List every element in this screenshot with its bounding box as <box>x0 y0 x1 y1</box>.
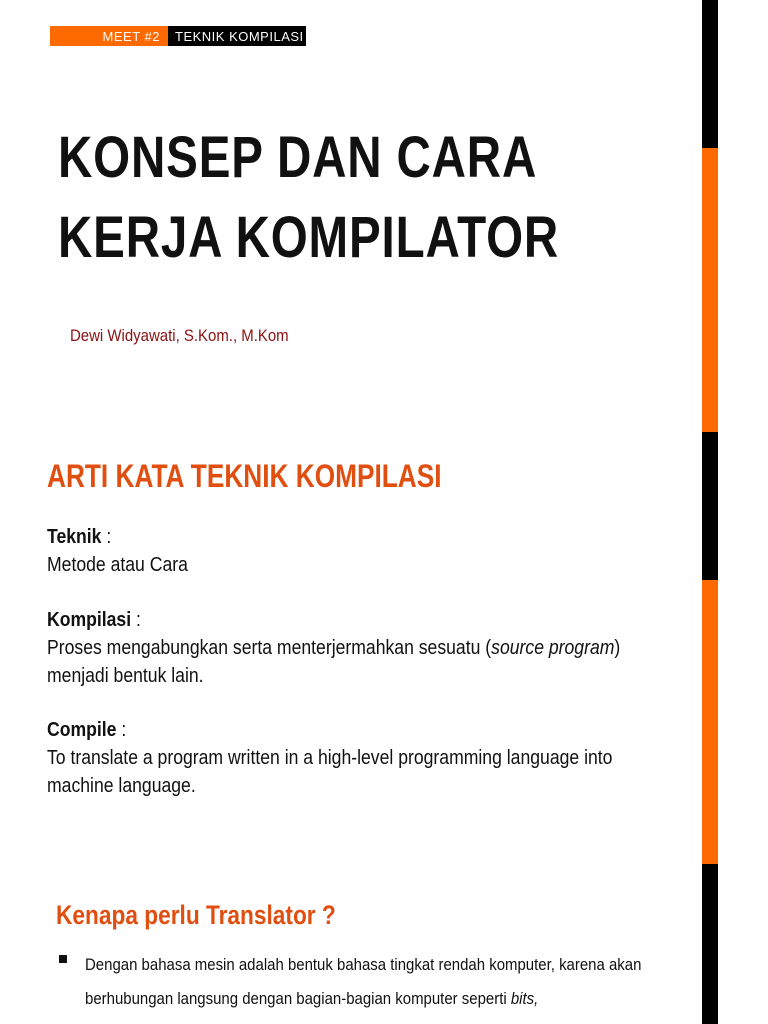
bullet-square-icon <box>59 955 67 963</box>
section-heading: ARTI KATA TEKNIK KOMPILASI <box>47 458 442 494</box>
bullet-text-italic: bits, <box>510 989 539 1008</box>
term-kompilasi: Kompilasi <box>47 609 132 631</box>
definition-teknik <box>47 523 663 579</box>
bullet-text-main: Dengan bahasa mesin adalah bentuk bahasa tingkat rendah komputer, karena akan berhubungan langsung dengan bagian-bagian komputer seperti <box>85 955 642 1008</box>
side-stripe-orange-1 <box>702 148 718 432</box>
bullet-text <box>85 948 648 1016</box>
definition-kompilasi-text-after: ) menjadi bentuk lain. <box>47 637 621 687</box>
term-compile-sep: : <box>116 719 127 741</box>
title-line-1: KONSEP DAN CARA <box>58 125 538 190</box>
definition-compile-text: To translate a program written in a high-level programming language into machine language. <box>47 747 613 797</box>
term-compile: Compile <box>47 719 117 741</box>
sub-heading: Kenapa perlu Translator ? <box>56 900 336 930</box>
course-label: TEKNIK KOMPILASI <box>168 26 306 46</box>
definition-kompilasi-italic: source program <box>491 637 615 659</box>
header-bar <box>50 26 306 46</box>
term-teknik-sep: : <box>101 526 112 548</box>
term-kompilasi-sep: : <box>131 609 141 631</box>
definition-kompilasi-text-before: Proses mengabungkan serta menterjermahkan sesuatu ( <box>47 637 492 659</box>
side-stripe-black-2 <box>702 432 718 580</box>
side-stripe-black-3 <box>702 864 718 1024</box>
definition-kompilasi <box>47 606 663 690</box>
definition-teknik-text: Metode atau Cara <box>47 554 188 576</box>
author: Dewi Widyawati, S.Kom., M.Kom <box>70 326 289 345</box>
definition-compile <box>47 716 663 800</box>
meet-label: MEET #2 <box>50 26 168 46</box>
side-stripe-orange-2 <box>702 580 718 864</box>
document-title <box>58 118 559 278</box>
title-line-2: KERJA KOMPILATOR <box>58 205 560 270</box>
side-stripe-black-1 <box>702 0 718 148</box>
term-teknik: Teknik <box>47 526 102 548</box>
